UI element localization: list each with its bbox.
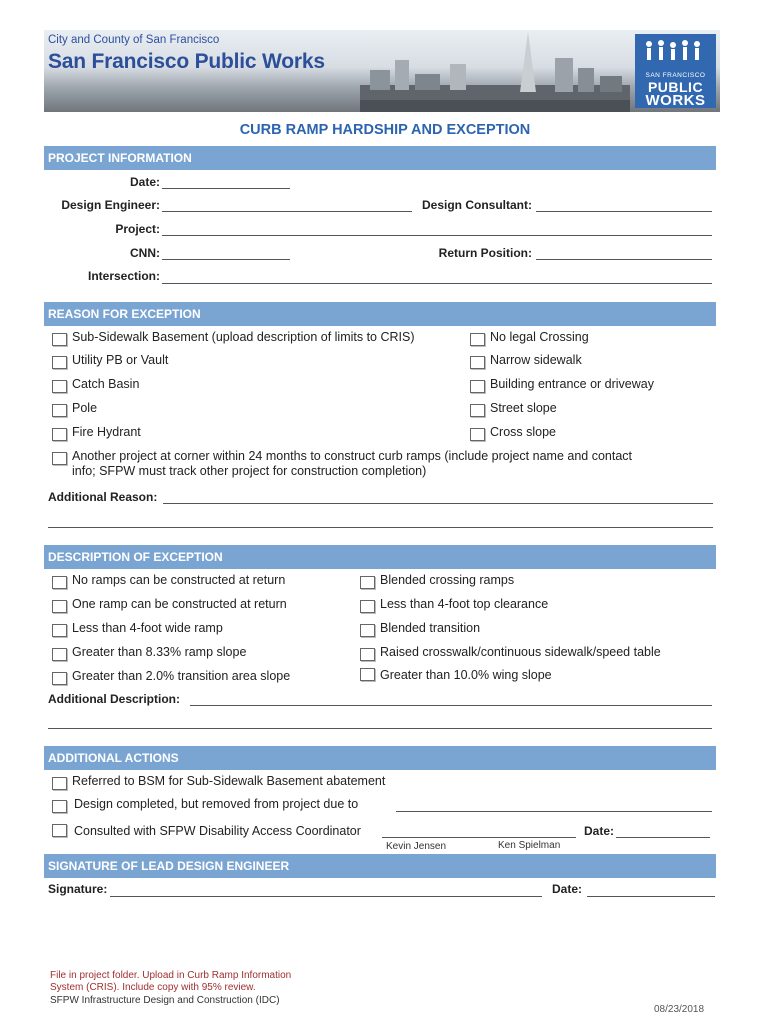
- reason-label: Sub-Sidewalk Basement (upload description of limits to CRIS): [72, 330, 415, 344]
- action-label: Referred to BSM for Sub-Sidewalk Basement abatement: [72, 774, 386, 788]
- description-label: Blended transition: [380, 621, 481, 635]
- reason-label: Utility PB or Vault: [72, 353, 169, 367]
- design-consultant-label: Design Consultant:: [422, 198, 532, 212]
- footer-note-line2: System (CRIS). Include copy with 95% review.: [50, 982, 256, 993]
- checkbox-catch-basin[interactable]: [52, 380, 67, 393]
- checkbox-blended-crossing[interactable]: [360, 576, 375, 589]
- logo-line3: WORKS: [645, 92, 706, 109]
- checkbox-cross-slope[interactable]: [470, 428, 485, 441]
- checkbox-top-clearance[interactable]: [360, 600, 375, 613]
- date-label: Date:: [129, 175, 160, 189]
- additional-description-field[interactable]: [190, 705, 712, 706]
- description-label: Greater than 2.0% transition area slope: [72, 669, 291, 683]
- signature-field[interactable]: [110, 896, 542, 897]
- action-label: Consulted with SFPW Disability Access Coordinator: [74, 824, 361, 838]
- reason-label: Cross slope: [490, 425, 556, 439]
- intersection-field[interactable]: [162, 283, 712, 284]
- skyline-photo: [360, 30, 630, 112]
- signature-date-field[interactable]: [587, 896, 715, 897]
- checkbox-pole[interactable]: [52, 404, 67, 417]
- removed-reason-field[interactable]: [396, 811, 712, 812]
- description-label: Greater than 10.0% wing slope: [380, 668, 552, 682]
- return-position-field[interactable]: [536, 259, 712, 260]
- action-label: Design completed, but removed from project due to: [74, 797, 359, 811]
- description-label: Less than 4-foot top clearance: [380, 597, 549, 611]
- additional-reason-field[interactable]: [163, 503, 713, 504]
- reason-label: Street slope: [490, 401, 557, 415]
- reason-label: No legal Crossing: [490, 330, 589, 344]
- checkbox-raised-crosswalk[interactable]: [360, 648, 375, 661]
- description-label: Less than 4-foot wide ramp: [72, 621, 223, 635]
- checkbox-narrow-sidewalk[interactable]: [470, 356, 485, 369]
- footer-date: 08/23/2018: [654, 1004, 705, 1015]
- design-engineer-field[interactable]: [162, 211, 412, 212]
- checkbox-ramp-slope[interactable]: [52, 648, 67, 661]
- footer-division: SFPW Infrastructure Design and Construction (IDC): [50, 995, 280, 1006]
- checkbox-street-slope[interactable]: [470, 404, 485, 417]
- design-engineer-label: Design Engineer:: [61, 198, 160, 212]
- checkbox-no-legal-crossing[interactable]: [470, 333, 485, 346]
- signature-date-label: Date:: [552, 882, 583, 896]
- checkbox-utility-pb-vault[interactable]: [52, 356, 67, 369]
- additional-description-field-2[interactable]: [48, 728, 712, 729]
- checkbox-building-entrance[interactable]: [470, 380, 485, 393]
- reason-label: Pole: [72, 401, 98, 415]
- checkbox-consulted-coordinator[interactable]: [52, 824, 67, 837]
- section-additional-actions: ADDITIONAL ACTIONS: [44, 746, 716, 770]
- cnn-field[interactable]: [162, 259, 290, 260]
- checkbox-another-project[interactable]: [52, 452, 67, 465]
- another-project-line2: info; SFPW must track other project for construction completion): [72, 464, 427, 478]
- action-date-label: Date:: [584, 824, 615, 838]
- checkbox-no-ramps[interactable]: [52, 576, 67, 589]
- another-project-line1: Another project at corner within 24 months to construct curb ramps (include project name and contact: [72, 449, 633, 463]
- checkbox-referred-to-bsm[interactable]: [52, 777, 67, 790]
- action-date-field[interactable]: [616, 837, 710, 838]
- checkbox-fire-hydrant[interactable]: [52, 428, 67, 441]
- additional-reason-field-2[interactable]: [48, 527, 713, 528]
- section-reason-for-exception: REASON FOR EXCEPTION: [44, 302, 716, 326]
- checkbox-design-removed[interactable]: [52, 800, 67, 813]
- return-position-label: Return Position:: [438, 246, 532, 260]
- signature-label: Signature:: [48, 882, 108, 896]
- checkbox-transition-slope[interactable]: [52, 672, 67, 685]
- checkbox-narrow-ramp[interactable]: [52, 624, 67, 637]
- additional-description-label: Additional Description:: [48, 692, 180, 706]
- checkbox-blended-transition[interactable]: [360, 624, 375, 637]
- checkbox-wing-slope[interactable]: [360, 668, 375, 681]
- date-field[interactable]: [162, 188, 290, 189]
- footer-note-line1: File in project folder. Upload in Curb Ramp Information: [50, 970, 292, 981]
- city-name: City and County of San Francisco: [48, 34, 220, 46]
- document-title: CURB RAMP HARDSHIP AND EXCEPTION: [239, 122, 531, 138]
- cnn-label: CNN:: [130, 246, 160, 260]
- checkbox-sub-sidewalk-basement[interactable]: [52, 333, 67, 346]
- description-label: No ramps can be constructed at return: [72, 573, 286, 587]
- people-icon: [635, 34, 716, 70]
- design-consultant-field[interactable]: [536, 211, 712, 212]
- description-label: One ramp can be constructed at return: [72, 597, 287, 611]
- project-label: Project:: [115, 222, 160, 236]
- section-description-of-exception: DESCRIPTION OF EXCEPTION: [44, 545, 716, 569]
- reason-label: Building entrance or driveway: [490, 377, 654, 391]
- reason-label: Narrow sidewalk: [490, 353, 582, 367]
- reason-label: Catch Basin: [72, 377, 140, 391]
- section-signature: SIGNATURE OF LEAD DESIGN ENGINEER: [44, 854, 716, 878]
- logo-line2: PUBLIC: [647, 79, 704, 95]
- section-project-information: PROJECT INFORMATION: [44, 146, 716, 170]
- description-label: Greater than 8.33% ramp slope: [72, 645, 247, 659]
- logo-line1: SAN FRANCISCO: [645, 72, 706, 79]
- coordinator-field[interactable]: [382, 837, 576, 838]
- description-label: Blended crossing ramps: [380, 573, 515, 587]
- checkbox-one-ramp[interactable]: [52, 600, 67, 613]
- reason-label: Fire Hydrant: [72, 425, 141, 439]
- intersection-label: Intersection:: [87, 269, 160, 283]
- additional-reason-label: Additional Reason:: [48, 490, 158, 504]
- coordinator-name: Ken Spielman: [498, 840, 561, 851]
- description-label: Raised crosswalk/continuous sidewalk/speed table: [380, 645, 661, 659]
- department-name: San Francisco Public Works: [48, 50, 325, 73]
- project-field[interactable]: [162, 235, 712, 236]
- coordinator-name: Kevin Jensen: [386, 841, 447, 852]
